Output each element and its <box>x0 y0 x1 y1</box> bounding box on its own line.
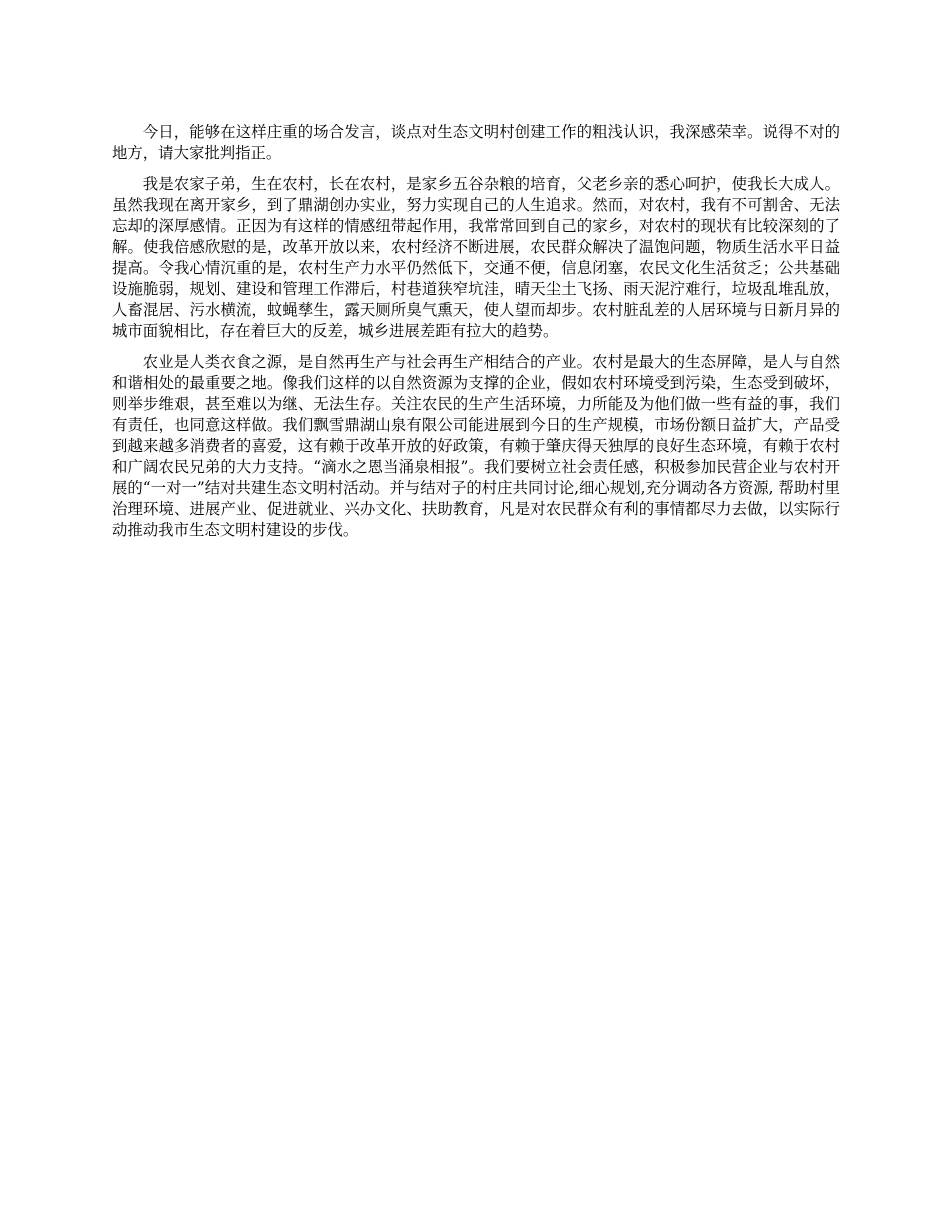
paragraph-commitment: 农业是人类衣食之源，是自然再生产与社会再生产相结合的产业。农村是最大的生态屏障，是人与自然和谐相处的最重要之地。像我们这样的以自然资源为支撑的企业，假如农村环境受到污染，生态受到破坏，则举步维艰，甚至难以为继、无法生存。关注农民的生产生活环境，力所能及为他们做一些有益的事，我们有责任，也同意这样做。我们飘雪鼎湖山泉有限公司能进展到今日的生产规模，市场份额日益扩大，产品受到越来越多消费者的喜爱，这有赖于改革开放的好政策，有赖于肇庆得天独厚的良好生态环境，有赖于农村和广阔农民兄弟的大力支持。“滴水之恩当涌泉相报”。我们要树立社会责任感，积极参加民营企业与农村开展的“一对一”结对共建生态文明村活动。并与结对子的村庄共同讨论,细心规划,充分调动各方资源, 帮助村里治理环境、进展产业、促进就业、兴办文化、扶助教育，凡是对农民群众有利的事情都尽力去做，以实际行动推动我市生态文明村建设的步伐。 <box>112 353 840 539</box>
document-page <box>112 122 840 551</box>
paragraph-intro: 今日，能够在这样庄重的场合发言，谈点对生态文明村创建工作的粗浅认识，我深感荣幸。说得不对的地方，请大家批判指正。 <box>112 123 840 162</box>
paragraph-background: 我是农家子弟，生在农村，长在农村，是家乡五谷杂粮的培育，父老乡亲的悉心呵护，使我长大成人。虽然我现在离开家乡，到了鼎湖创办实业，努力实现自己的人生追求。然而，对农村，我有不可割舍、无法忘却的深厚感情。正因为有这样的情感纽带起作用，我常常回到自己的家乡，对农村的现状有比较深刻的了解。使我倍感欣慰的是，改革开放以来，农村经济不断进展，农民群众解决了温饱问题，物质生活水平日益提高。令我心情沉重的是，农村生产力水平仍然低下，交通不便，信息闭塞，农民文化生活贫乏；公共基础设施脆弱，规划、建设和管理工作滞后，村巷道狭窄坑洼，晴天尘土飞扬、雨天泥泞难行，垃圾乱堆乱放，人畜混居、污水横流，蚊蝇孳生，露天厕所臭气熏天，使人望而却步。农村脏乱差的人居环境与日新月异的城市面貌相比，存在着巨大的反差，城乡进展差距有拉大的趋势。 <box>112 175 840 340</box>
